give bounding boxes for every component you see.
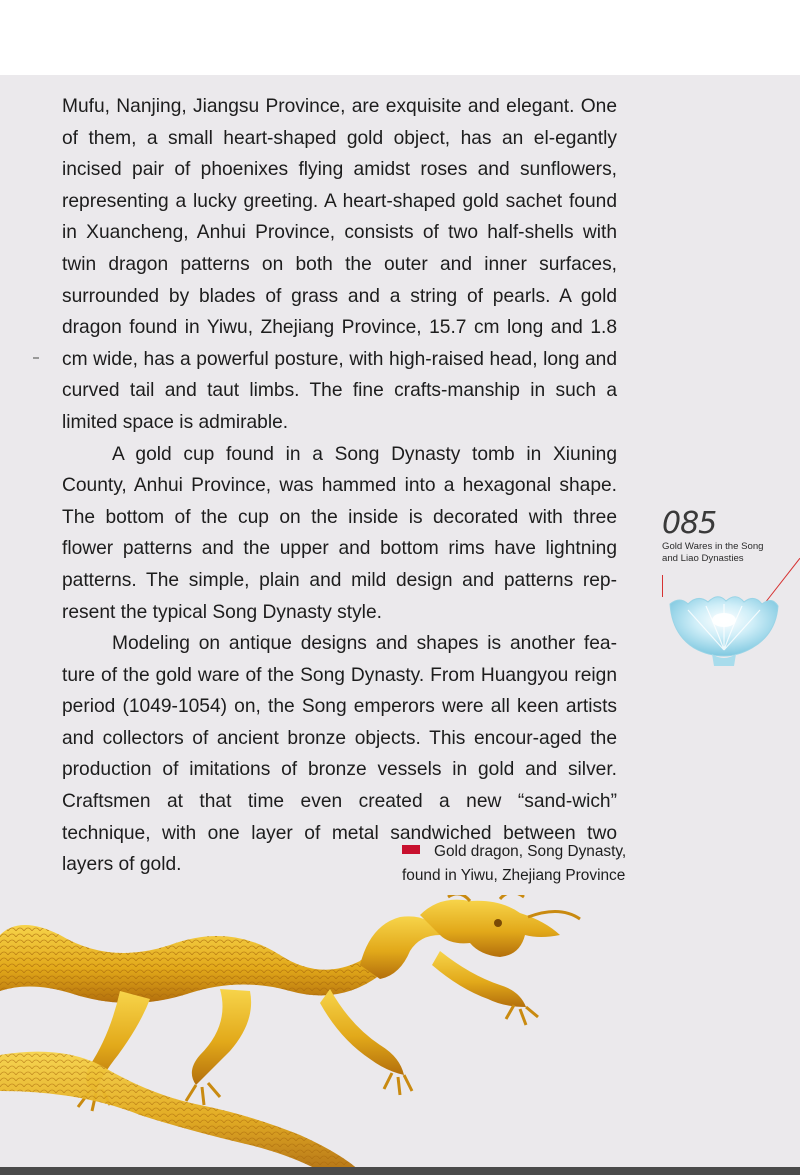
sidebar-marker-line [662, 575, 663, 597]
page-bottom-edge [0, 1167, 800, 1175]
book-page [0, 75, 800, 1167]
body-text [62, 91, 617, 881]
caption-line-2: found in Yiwu, Zhejiang Province [402, 867, 626, 884]
paragraph-1: Mufu, Nanjing, Jiangsu Province, are exquisite and elegant. One of them, a small heart-shaped gold object, has an el-egantly incised pair of phoenixes flying amidst roses and sunflowers, representing a lucky greeting. A heart-shaped gold sachet found in Xuancheng, Anhui Province, consists of two half-shells with twin dragon patterns on both the outer and inner surfaces, surrounded by blades of grass and a string of pearls. A gold dragon found in Yiwu, Zhejiang Province, 15.7 cm long and 1.8 cm wide, has a powerful posture, with high-raised head, long and curved tail and taut limbs. The fine crafts-manship in such a limited space is admirable. [62, 96, 617, 433]
gold-dragon-image [0, 895, 590, 1167]
caption-marker [402, 845, 420, 854]
section-title: Gold Wares in the Song and Liao Dynasties [662, 541, 764, 564]
caption-line-1: Gold dragon, Song Dynasty, [434, 843, 627, 860]
page-number: 085 [662, 506, 717, 541]
paragraph-2: A gold cup found in a Song Dynasty tomb in Xiuning County, Anhui Province, was hammed into a hexagonal shape. The bottom of the cup on the inside is decorated with three flower patterns and the upper and bottom rims have lightning patterns. The simple, plain and mild design and patterns rep-resent the typical Song Dynasty style. [62, 443, 617, 623]
gold-bowl-thumbnail [666, 590, 782, 668]
page-top-margin [0, 0, 800, 75]
page-sidebar [662, 507, 800, 565]
image-caption [402, 840, 672, 888]
scan-mark [33, 357, 39, 359]
paragraph-3: Modeling on antique designs and shapes is another fea-ture of the gold ware of the Song Dynasty. From Huangyou reign period (1049-1054) on, the Song emperors were all keen artists and collectors of ancient bronze objects. This encour-aged the production of imitations of bronze vessels in gold and silver. Craftsmen at that time even created a new “sand-wich” technique, with one layer of metal sandwiched between two layers of gold. [62, 633, 617, 876]
